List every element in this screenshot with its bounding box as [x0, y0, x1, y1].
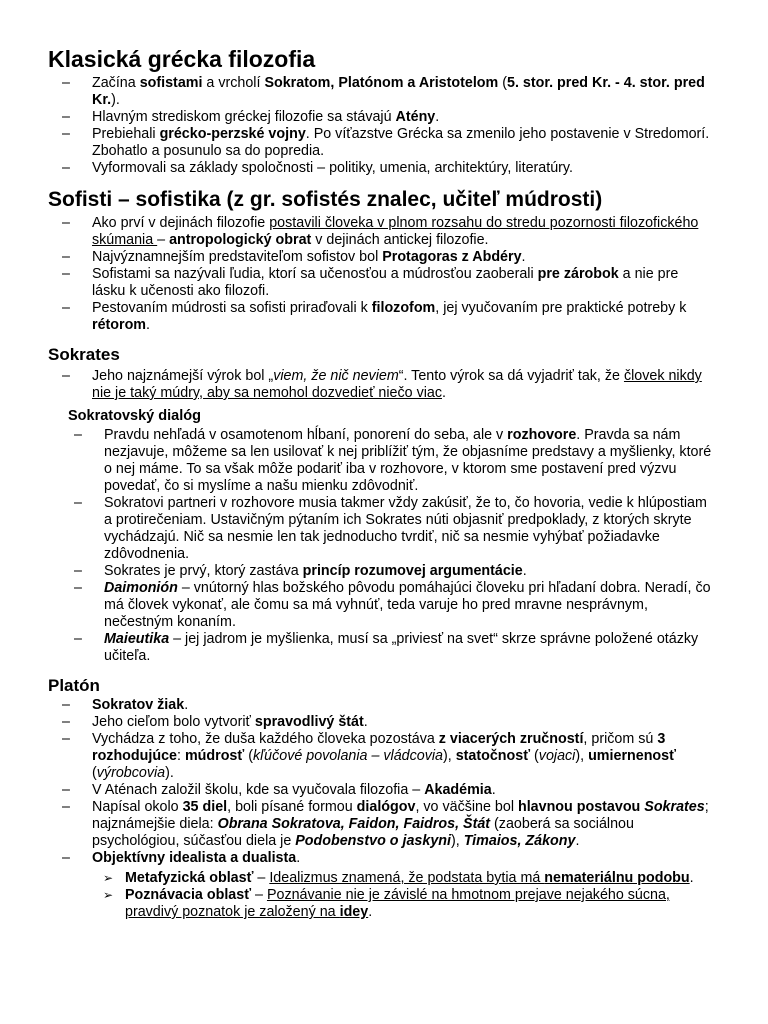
subsection-title-socratic-dialogue: Sokratovský dialóg — [68, 408, 201, 424]
list-item: – Objektívny idealista a dualista. — [62, 850, 301, 866]
list-item: – Sofistami sa nazývali ľudia, ktorí sa učenosťou a múdrosťou zaoberali pre zárobok a nie pre lásku k učenosti ako filozofi. — [62, 266, 679, 299]
section-title-sophists: Sofisti – sofistika (z gr. sofistés znalec, učiteľ múdrosti) — [48, 188, 603, 211]
section-title-classical-greek-philosophy: Klasická grécka filozofia — [48, 46, 316, 72]
platon-sub-list — [103, 870, 720, 921]
list-item: – Napísal okolo 35 diel, boli písané formou dialógov, vo väčšine bol hlavnou postavou Sokrates; najznámejšie diela: Obrana Sokratova, Faidon, Faidros, Štát (zaoberá sa sociálnou psychológiou, súčasťou diela je Podobenstvo o jaskyni), Timaios, Zákony. — [62, 799, 709, 849]
list-item: – Ako prví v dejinách filozofie postavili človeka v plnom rozsahu do stredu pozornosti filozofického skúmania – antropologický obrat v dejinách antickej filozofie. — [62, 215, 699, 248]
socratic-dialogue-list — [74, 427, 716, 665]
list-item: – Sokratov žiak. — [62, 697, 189, 713]
list-item: – Hlavným strediskom gréckej filozofie sa stávajú Atény. — [62, 109, 440, 125]
list-item: – Daimonión – vnútorný hlas božského pôvodu pomáhajúci človeku pri hľadaní dobra. Neradí, čo má človek vykonať, ale čomu sa má vyhnúť, teda varuje ho pred mravne nesprávnym, nečestným konaním. — [74, 580, 711, 630]
list-item: – Vyformovali sa základy spoločnosti – politiky, umenia, architektúry, literatúry. — [62, 160, 573, 176]
list-item: – Najvýznamnejším predstaviteľom sofistov bol Protagoras z Abdéry. — [62, 249, 526, 265]
arrow-bullet-icon: ➢ — [103, 871, 114, 885]
list-item: – Pravdu nehľadá v osamotenom hĺbaní, ponorení do seba, ale v rozhovore. Pravda sa nám nezjavuje, môžeme sa len usilovať k nej priblížiť tým, že objasníme predstavy a myšlienky, ktoré o nej máme. To sa však môže podariť iba v rozhovore, v ktorom sme postavení pred výzvu povedať, čo si myslíme a našu mienku zdôvodniť. — [74, 427, 712, 494]
list-item: – Jeho cieľom bolo vytvoriť spravodlivý štát. — [62, 714, 368, 730]
list-item: – Sokratovi partneri v rozhovore musia takmer vždy zakúsiť, že to, čo hovoria, vedie k hlúpostiam a protirečeniam. Ustavičným pýtaním ich Sokrates núti objasniť predpoklady, z ktorých skryte vychádzajú. Nič sa nesmie len tak jednoducho tvrdiť, nič sa nesmie vyhýbať požiadavke zdôvodnenia. — [74, 495, 707, 562]
classical-greek-list — [62, 75, 732, 177]
list-item: – Maieutika – jej jadrom je myšlienka, musí sa „priviesť na svet“ skrze správne položené otázky učiteľa. — [74, 631, 699, 664]
section-title-platon: Platón — [48, 676, 100, 695]
list-item: – Jeho najznámejší výrok bol „viem, že nič neviem“. Tento výrok sa dá vyjadriť tak, že človek nikdy nie je taký múdry, aby sa nemohol dozvedieť niečo viac. — [62, 368, 702, 401]
list-item: – Vychádza z toho, že duša každého človeka pozostáva z viacerých zručností, pričom sú 3 rozhodujúce: múdrosť (kľúčové povolania – vládcovia), statočnosť (vojaci), umiernenosť (výrobcovia). — [62, 731, 676, 781]
list-item: – Sokrates je prvý, ktorý zastáva princíp rozumovej argumentácie. — [74, 563, 527, 579]
arrow-bullet-icon: ➢ — [103, 888, 114, 902]
section-title-sokrates: Sokrates — [48, 345, 120, 364]
sophists-list — [62, 215, 714, 334]
list-item: – Začína sofistami a vrcholí Sokratom, Platónom a Aristotelom (5. stor. pred Kr. - 4. stor. pred Kr.). — [62, 75, 705, 108]
platon-list — [62, 697, 718, 867]
list-item: – Prebiehali grécko-perzské vojny. Po víťazstve Grécka sa zmenilo jeho postavenie v Stredomorí. Zbohatlo a posunulo sa do popredia. — [62, 126, 710, 159]
list-item: – V Aténach založil školu, kde sa vyučovala filozofia – Akadémia. — [62, 782, 496, 798]
list-item: ➢ Metafyzická oblasť – Idealizmus znamená, že podstata bytia má nemateriálnu podobu. — [103, 870, 694, 886]
list-item: – Pestovaním múdrosti sa sofisti priraďovali k filozofom, jej vyučovaním pre praktické potreby k rétorom. — [62, 300, 687, 333]
list-item: ➢ Poznávacia oblasť – Poznávanie nie je závislé na hmotnom prejave nejakého súcna, pravdivý poznatok je založený na idey. — [103, 887, 670, 920]
sokrates-list — [62, 368, 716, 402]
